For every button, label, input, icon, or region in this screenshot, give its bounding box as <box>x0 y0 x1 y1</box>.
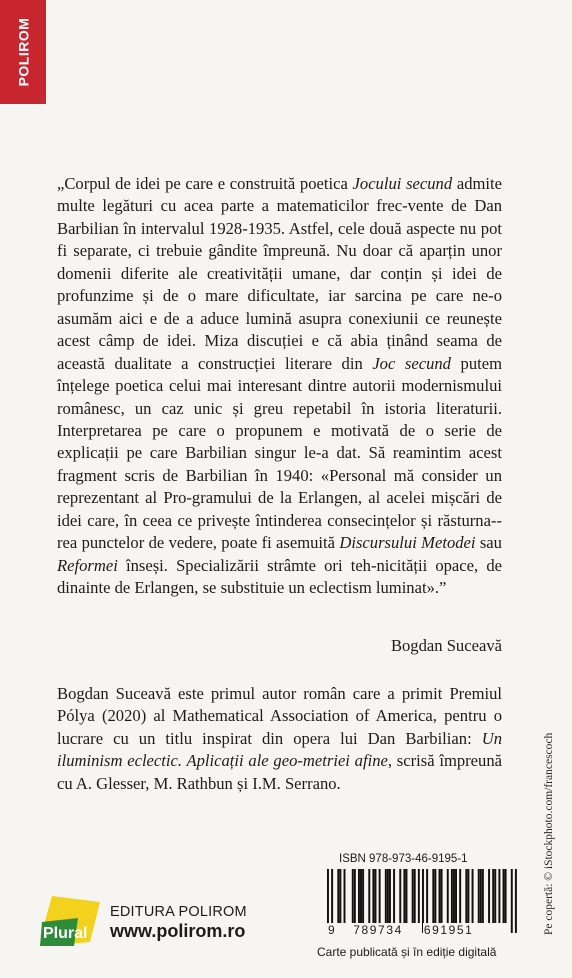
barcode-bar <box>453 869 455 923</box>
barcode-digits-left: 789734 <box>353 923 403 937</box>
italic-title: Un iluminism eclectic. Aplicații ale geo-metriei afine <box>57 728 502 771</box>
barcode-bar <box>372 869 374 923</box>
barcode-bar <box>478 869 480 923</box>
plural-logo <box>38 892 104 948</box>
barcode-bar <box>414 869 416 923</box>
barcode-bar <box>337 869 339 923</box>
text-run: , scrisă împreună cu A. Glesser, M. Rathbun și I.M. Serrano. <box>57 751 502 793</box>
polirom-brand-tab <box>0 0 46 104</box>
barcode-bar <box>352 869 354 923</box>
text-run: „Corpul de idei pe care e construită poetica <box>57 174 353 193</box>
author-bio <box>57 683 502 795</box>
barcode-bar <box>368 869 370 923</box>
barcode-bar <box>465 869 467 923</box>
barcode-bar <box>405 869 407 923</box>
barcode-bar <box>375 869 377 923</box>
plural-logo-label: Plural <box>43 925 88 942</box>
back-cover-quote <box>57 173 502 600</box>
barcode-bar <box>360 869 362 923</box>
barcode-bar <box>379 869 381 923</box>
barcode-digits <box>327 923 517 937</box>
barcode-bar <box>399 869 401 923</box>
cover-photo-credit: Pe copertă: © iStockphoto.com/francescoch <box>543 732 555 935</box>
barcode-bar <box>385 869 387 923</box>
barcode-digit-lead: 9 <box>328 923 337 937</box>
barcode-bar <box>505 869 507 923</box>
text-run: putem înțelege poetica celui mai interesant dintre autorii modernismului românesc, un caz unic și greu repetabil în istoria literaturii. Interpretarea pe care o propunem e motivată de o serie de explicații pe care Barbilian singur le-a dat. Să reamintim acest fragment scris de Barbilian în 1940: «Personal mă consider un reprezentant al Pro-gramului de la Erlangen, al acelei mișcări de idei care, în ceea ce privește întinderea consecințelor și răsturna-rea punctelor de vedere, poate fi asemuită <box>57 353 503 553</box>
barcode-bar <box>387 869 389 923</box>
barcode-bar <box>358 869 360 923</box>
barcode-bar <box>459 869 461 923</box>
barcode-bar <box>344 869 346 923</box>
barcode-bar <box>362 869 364 923</box>
barcode-bar <box>472 869 474 923</box>
text-run: Bogdan Suceavă este primul autor român care a primit Premiul Pólya (2020) al Mathematical Association of America, pentru o lucrare cu un titlu inspirat din opera lui Dan Barbilian: <box>57 684 502 748</box>
barcode-bar <box>480 869 482 923</box>
publisher-url: www.polirom.ro <box>110 921 246 941</box>
barcode-bar <box>339 869 341 923</box>
barcode-bar <box>412 869 414 923</box>
isbn-label: ISBN 978-973-46-9195-1 <box>339 853 468 865</box>
quote-author: Bogdan Suceavă <box>390 636 502 655</box>
text-run: sau <box>475 533 502 553</box>
barcode-bar <box>494 869 496 923</box>
barcode-digits-right: 691951 <box>423 923 474 937</box>
barcode-bar <box>439 869 441 923</box>
barcode-bar <box>434 869 436 923</box>
barcode-bar <box>393 869 395 923</box>
brand-tab-label: POLIROM <box>15 17 31 87</box>
barcode-bar <box>488 869 490 923</box>
barcode-bar <box>492 869 494 923</box>
barcode-bar <box>354 869 356 923</box>
italic-title: Joc secund <box>372 353 451 373</box>
barcode-bar <box>403 869 405 923</box>
barcode-bar <box>467 869 469 923</box>
barcode-bar <box>451 869 453 923</box>
barcode-bar <box>389 869 391 923</box>
italic-title: Jocului secund <box>352 174 453 193</box>
italic-title: Discursului Metodei <box>339 533 476 553</box>
barcode-bar <box>503 869 505 923</box>
barcode-bar <box>447 869 449 923</box>
text-run: înseși. Specializării strâmte ori teh-nicității opace, de dinainte de Erlangen, se substituie un eclectism luminat».” <box>57 555 502 598</box>
publisher-name: EDITURA POLIROM <box>110 904 247 920</box>
barcode-bar <box>432 869 434 923</box>
text-run: admite multe legături cu acea parte a matematicilor frec-vente de Dan Barbilian în intervalul 1928-1935. Astfel, cele două aspecte nu pot fi separate, ci trebuie gândite împreună. Nu doar că aparțin unor domenii diferite ale creativității umane, dar conțin și idei de profunzime și de o mare dificultate, iar sarcina pe care ne-o asumăm aici e de a aduce lumină asupra conexiunii ce reunește acest câmp de idei. Miza discuției e că abia ținând seama de această dualitate a construcției literare din <box>57 174 503 373</box>
digital-edition-note: Carte publicată și în ediție digitală <box>317 945 497 959</box>
barcode-bar <box>418 869 420 923</box>
italic-title: Reformei <box>57 555 118 575</box>
barcode-bar <box>441 869 443 923</box>
barcode-bar <box>482 869 484 923</box>
barcode-bar <box>455 869 457 923</box>
barcode-bar <box>498 869 500 923</box>
